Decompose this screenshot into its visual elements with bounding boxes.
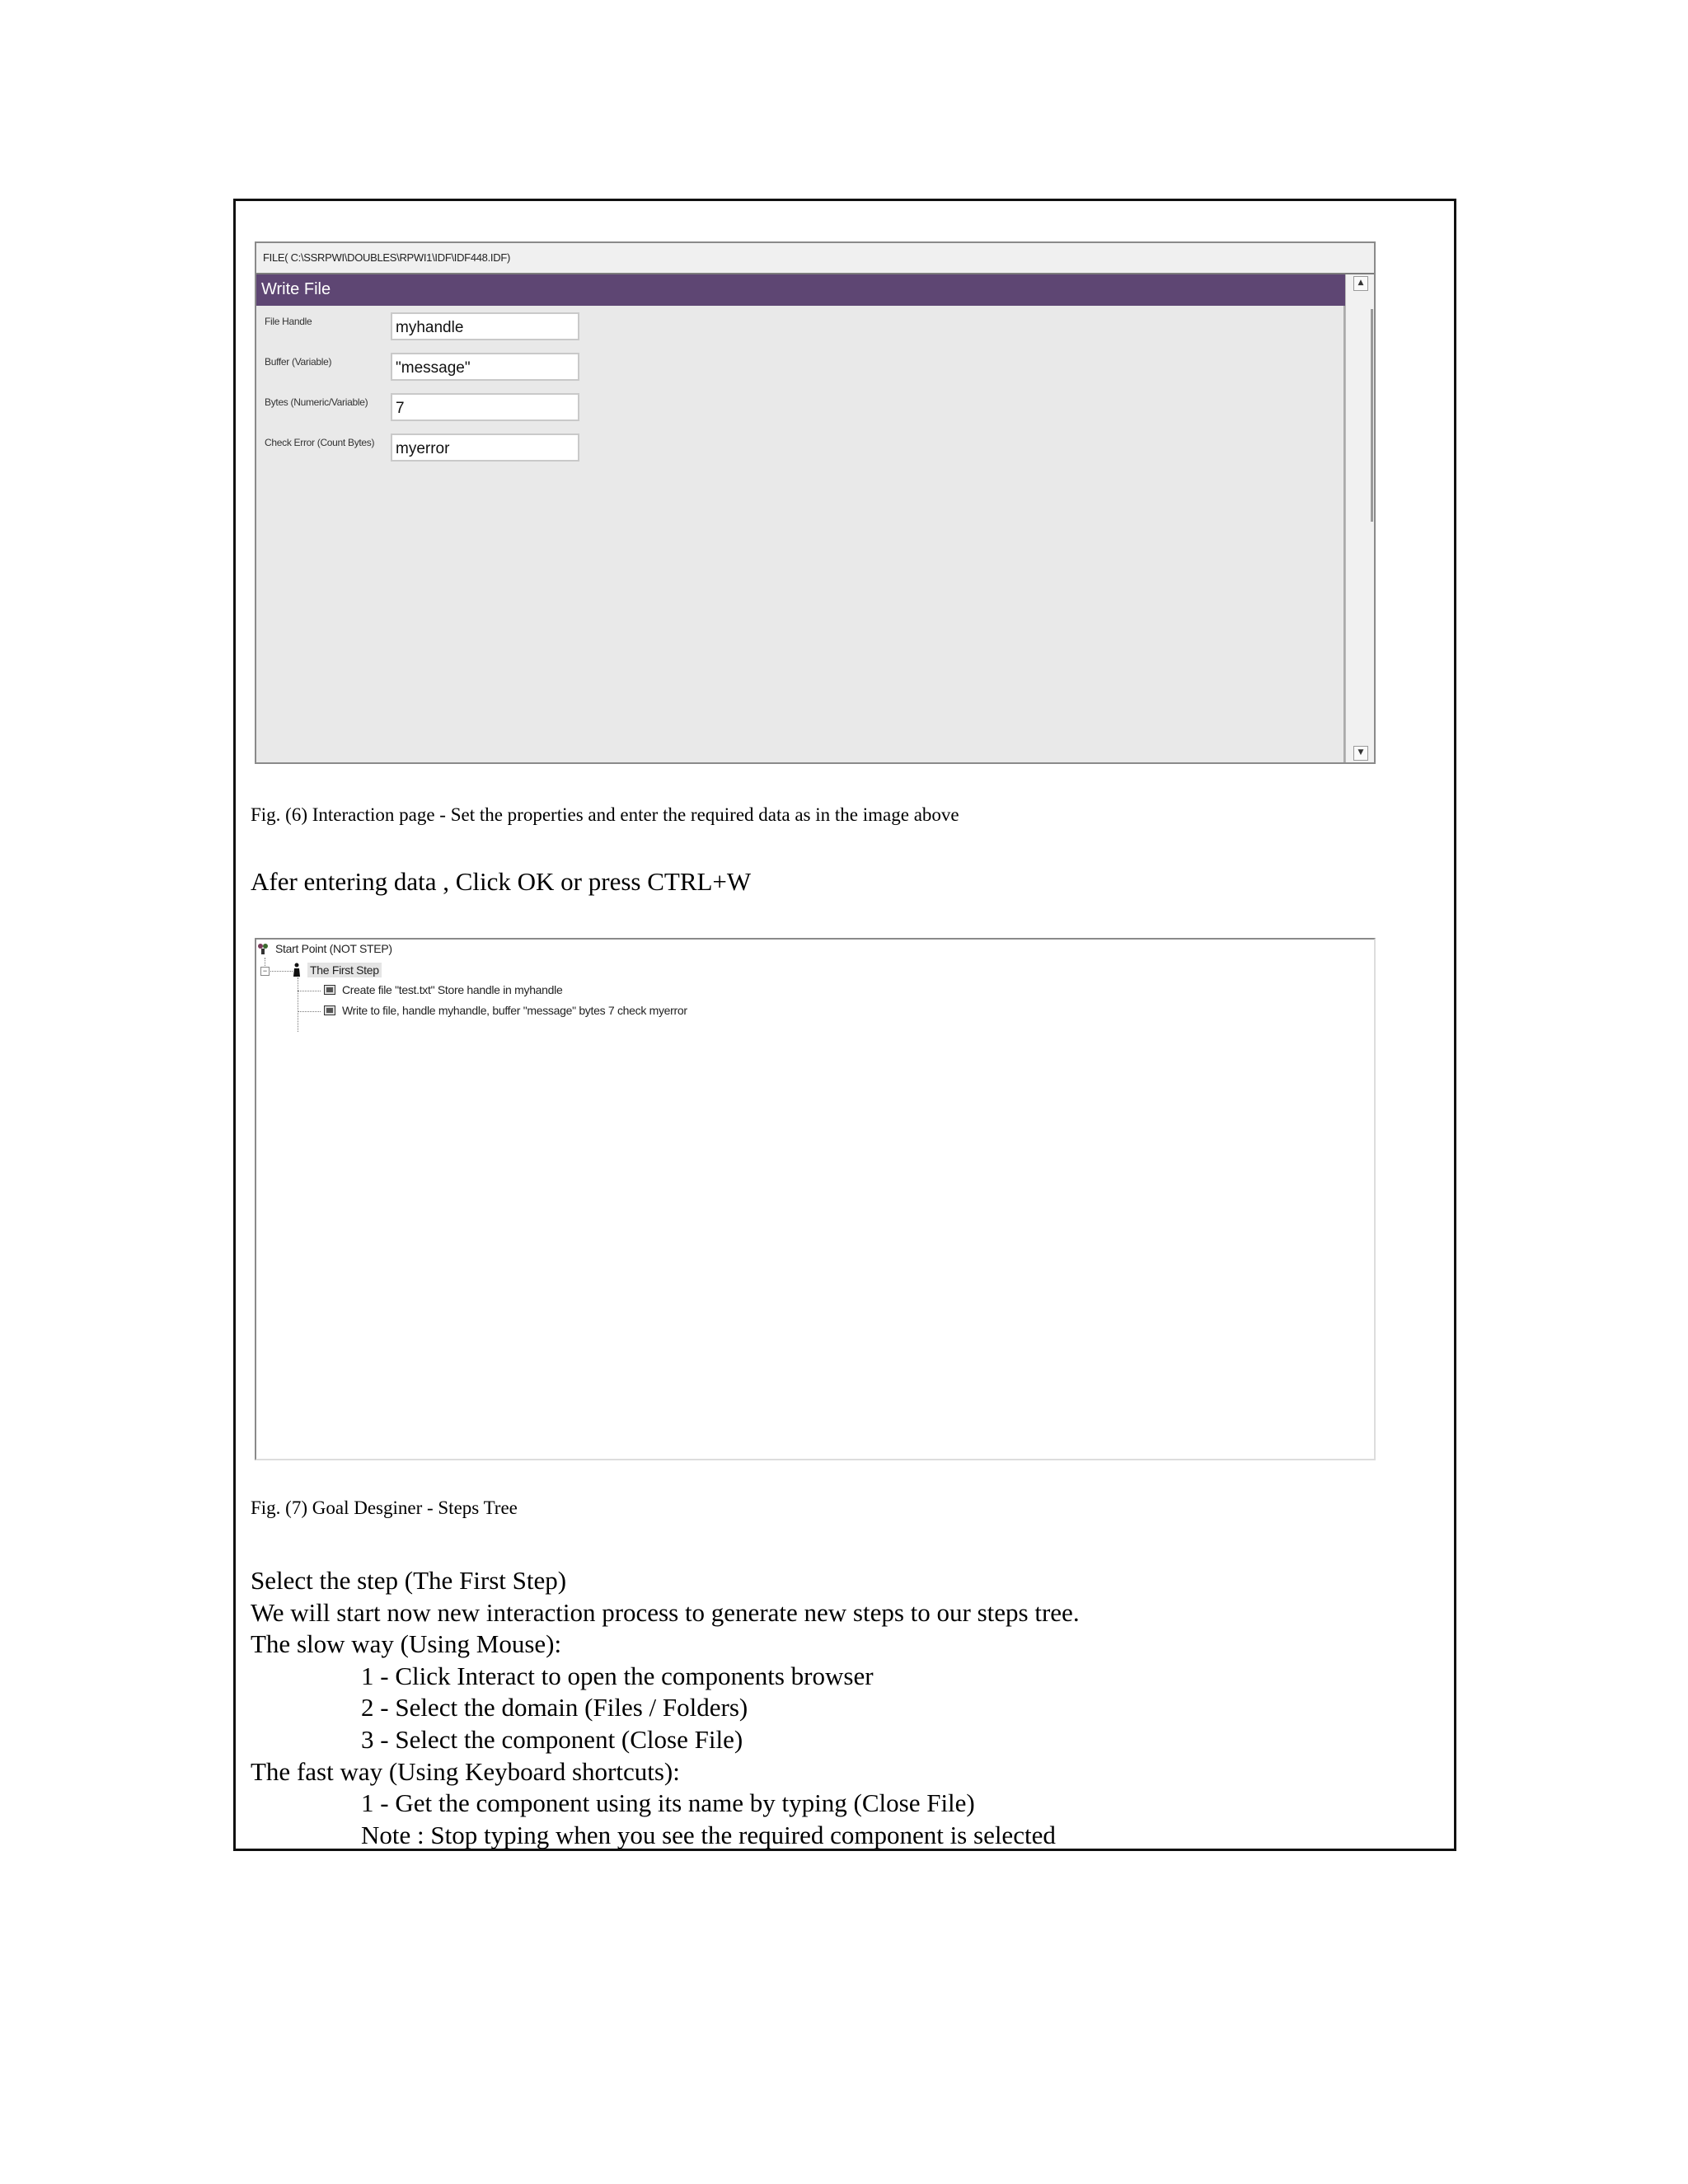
tree-connector [268,971,293,972]
buffer-label: Buffer (Variable) [265,356,332,368]
tree-child-node[interactable] [324,983,562,997]
body-line: 1 - Click Interact to open the components browser [361,1661,874,1690]
body-line: We will start now new interaction process to generate new steps to our steps tree. [251,1597,1080,1627]
collapse-icon[interactable]: − [260,967,270,976]
figure-6-caption: Fig. (6) Interaction page - Set the properties and enter the required data as in the image above [251,804,959,825]
action-icon [324,984,335,997]
body-line: 3 - Select the component (Close File) [361,1724,743,1754]
tree-child-label: Create file "test.txt" Store handle in myhandle [342,983,563,996]
instructions-body [251,1565,1080,1851]
scroll-up-icon[interactable]: ▲ [1353,276,1368,291]
vertical-scrollbar[interactable] [1345,274,1374,762]
body-line: Note : Stop typing when you see the required component is selected [361,1820,1056,1849]
start-point-icon [257,942,269,958]
action-icon [324,1005,335,1018]
figure-7-caption: Fig. (7) Goal Desginer - Steps Tree [251,1497,518,1518]
write-file-dialog [255,241,1376,764]
body-line: Select the step (The First Step) [251,1566,567,1595]
scroll-down-icon[interactable]: ▼ [1353,746,1368,761]
tree-root-node[interactable] [257,942,392,958]
tree-connector [298,1011,321,1012]
body-line: 2 - Select the domain (Files / Folders) [361,1693,748,1722]
tree-child-node[interactable] [324,1004,687,1018]
buffer-input[interactable]: "message" [391,353,579,381]
file-handle-input[interactable]: myhandle [391,312,579,340]
properties-panel [256,306,1345,762]
bytes-input[interactable]: 7 [391,393,579,421]
tree-step-node[interactable] [293,963,382,980]
body-line: The slow way (Using Mouse): [251,1629,562,1659]
instruction-paragraph: Afer entering data , Click OK or press CTRL+W [251,867,752,896]
step-person-icon [293,963,301,980]
check-error-label: Check Error (Count Bytes) [265,437,375,448]
scroll-thumb[interactable] [1371,309,1373,522]
body-line: 1 - Get the component using its name by typing (Close File) [361,1788,975,1818]
body-line: The fast way (Using Keyboard shortcuts): [251,1756,680,1786]
page-frame [233,199,1456,1851]
check-error-input[interactable]: myerror [391,434,579,462]
tree-root-label: Start Point (NOT STEP) [275,942,392,956]
dialog-title: Write File [256,274,1345,306]
tree-step-label: The First Step [307,963,382,977]
steps-tree-panel [255,938,1376,1460]
file-path-bar: FILE( C:\SSRPWI\DOUBLES\RPWI1\IDF\IDF448.IDF) [256,243,1374,274]
bytes-label: Bytes (Numeric/Variable) [265,396,368,408]
file-handle-label: File Handle [265,316,312,327]
tree-child-label: Write to file, handle myhandle, buffer "message" bytes 7 check myerror [342,1004,687,1017]
